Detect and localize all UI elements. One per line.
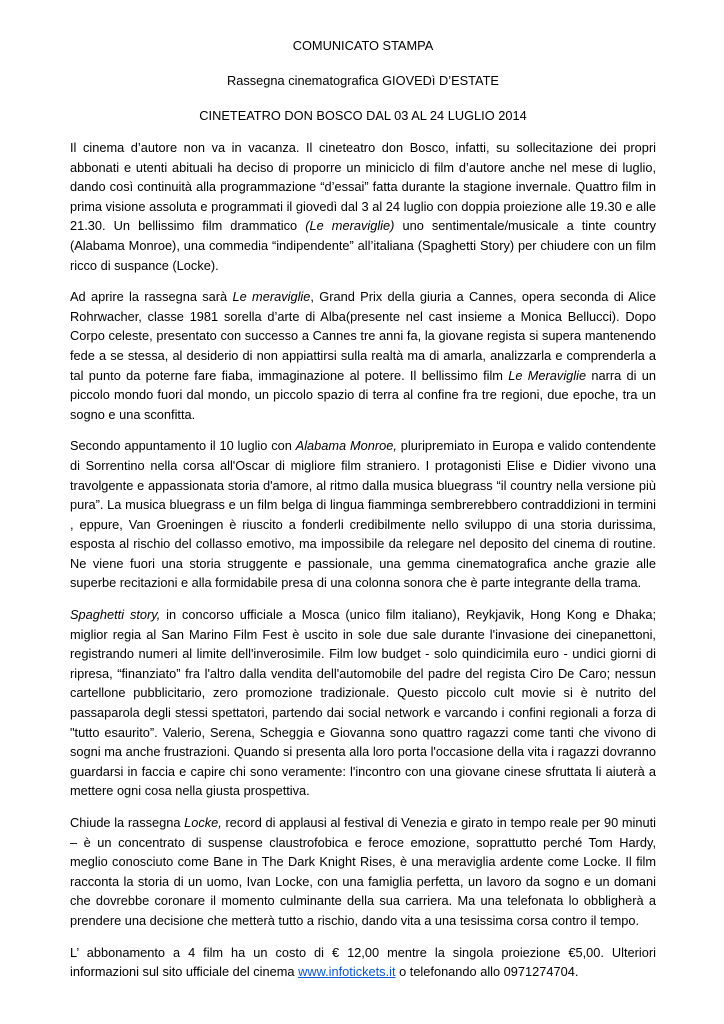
- paragraph-alabama-monroe: [70, 436, 656, 593]
- text-segment: uno sentimentale/musicale a tinte country (Alabama Monroe), una commedia “indipendente” all’italiana (Spaghetti Story) per chiudere con un film ricco di suspance (Locke).: [70, 218, 656, 273]
- paragraph-intro: [70, 138, 656, 275]
- text-segment: Il cinema d’autore non va in vacanza. Il cineteatro don Bosco, infatti, su sollecitazione dei propri abbonati e utenti abituali ha deciso di proporre un miniciclo di film d’autore anche nel mese di luglio, dando così continuità alla programmazione “d’essai” fatta durante la stagione invernale. Quattro film in prima visione assoluta e programmati il giovedì dal 3 al 24 luglio con doppia proiezione alle 19.30 e alle 21.30. Un bellissimo film drammatico: [70, 140, 656, 234]
- italic-film-title: Alabama Monroe,: [295, 438, 397, 454]
- event-dates: CINETEATRO DON BOSCO DAL 03 AL 24 LUGLIO 2014: [199, 108, 527, 123]
- italic-film-title: Locke,: [184, 815, 222, 830]
- text-segment: o telefonando allo 0971274704.: [395, 964, 579, 980]
- paragraph-pricing: [70, 943, 656, 982]
- website-link[interactable]: www.infotickets.it: [298, 964, 396, 980]
- press-release-page: [70, 38, 656, 994]
- text-segment: Secondo appuntamento il 10 luglio con: [70, 438, 296, 454]
- italic-film-title: Le meraviglie: [232, 289, 311, 305]
- paragraph-le-meraviglie: [70, 287, 656, 424]
- text-segment: L’ abbonamento a 4 film ha un costo di € 12,00 mentre la singola proiezione €5,00. Ulteriori informazioni sul sito ufficiale del cinema: [70, 944, 656, 980]
- text-segment: Ad aprire la rassegna sarà: [70, 289, 233, 305]
- paragraph-spaghetti-story: [70, 605, 656, 801]
- italic-film-title: (Le meraviglie): [305, 218, 395, 234]
- document-title: COMUNICATO STAMPA: [292, 38, 434, 53]
- italic-film-title: Spaghetti story,: [70, 607, 161, 623]
- text-segment: , Grand Prix della giuria a Cannes, opera seconda di Alice Rohrwacher, classe 1981 sorella d’arte di Alba(presente nel cast insieme a Monica Bellucci). Dopo Corpo celeste, presentato con successo a Cannes tre anni fa, la giovane regista si supera mantenendo fede a se stessa, al desiderio di non appiattirsi sulla realtà ma di amarla, analizzarla e comprenderla a tal punto da poterne fare fiaba, immaginazione al potere. Il bellissimo film: [70, 289, 657, 383]
- italic-film-title: Le Meraviglie: [508, 367, 587, 383]
- text-segment: narra di un piccolo mondo fuori dal mondo, un piccolo spazio di terra al confine fra tre regioni, due epoche, tra un sogno e una sconfitta.: [70, 367, 657, 422]
- document-subtitle: Rassegna cinematografica GIOVEDì D’ESTATE: [227, 73, 499, 88]
- paragraph-locke: [70, 813, 656, 931]
- text-segment: Chiude la rassegna: [70, 815, 185, 830]
- text-segment: in concorso ufficiale a Mosca (unico film italiano), Reykjavik, Hong Kong e Dhaka; miglior regia al San Marino Film Fest è uscito in sole due sale durante l'invasione dei cinepanettoni, registrando numeri al limite dell'inverosimile. Film low budget - solo quindicimila euro - undici giorni di ripresa, “finanziato” fra l'altro dalla vendita dell'automobile del padre del regista Ciro De Caro; nessun cartellone pubblicitario, zero promozione tradizionale. Questo piccolo cult movie si è nutrito del passaparola degli stessi spettatori, partendo dai social network e varcando i confini regionali a forza di "tutto esaurito”. Valerio, Serena, Scheggia e Giovanna sono quattro ragazzi come tanti che vivono di sogni ma anche frustrazioni. Quando si presenta alla loro porta l'occasione della vita i ragazzi dovranno guardarsi in faccia e capire chi sono veramente: l'incontro con una giovane cinese sfruttata li aiuterà a mettere ogni cosa nella giusta prospettiva.: [70, 607, 656, 799]
- text-segment: record di applausi al festival di Venezia e girato in tempo reale per 90 minuti – è un concentrato di suspense claustrofobica e feroce emozione, soprattutto perché Tom Hardy, meglio conosciuto come Bane in The Dark Knight Rises, è una meraviglia ardente come Locke. Il film racconta la storia di un uomo, Ivan Locke, con una famiglia perfetta, un lavoro da sogno e un domani che dovrebbe coronare il momento culminante della sua carriera. Ma una telefonata lo obbligherà a prendere una decisione che metterà tutto a rischio, dando vita a una tesissima corsa contro il tempo.: [70, 815, 656, 928]
- text-segment: pluripremiato in Europa e valido contendente di Sorrentino nella corsa all'Oscar di migliore film straniero. I protagonisti Elise e Didier vivono una travolgente e appassionata storia d'amore, al ritmo dalla musica bluegrass “il country nella versione più pura”. La musica bluegrass e un film belga di lingua fiamminga sembrerebbero contraddizioni in termini , eppure, Van Groeningen è riuscito a fonderli credibilmente nello sviluppo di una storia durissima, esposta al rischio del collasso emotivo, ma impossibile da relegare nel deposito del cinema di routine. Ne viene fuori una storia struggente e passionale, una gemma cinematografica anche grazie alle superbe recitazioni e alla formidabile presa di una colonna sonora che è parte integrante della trama.: [70, 438, 656, 591]
